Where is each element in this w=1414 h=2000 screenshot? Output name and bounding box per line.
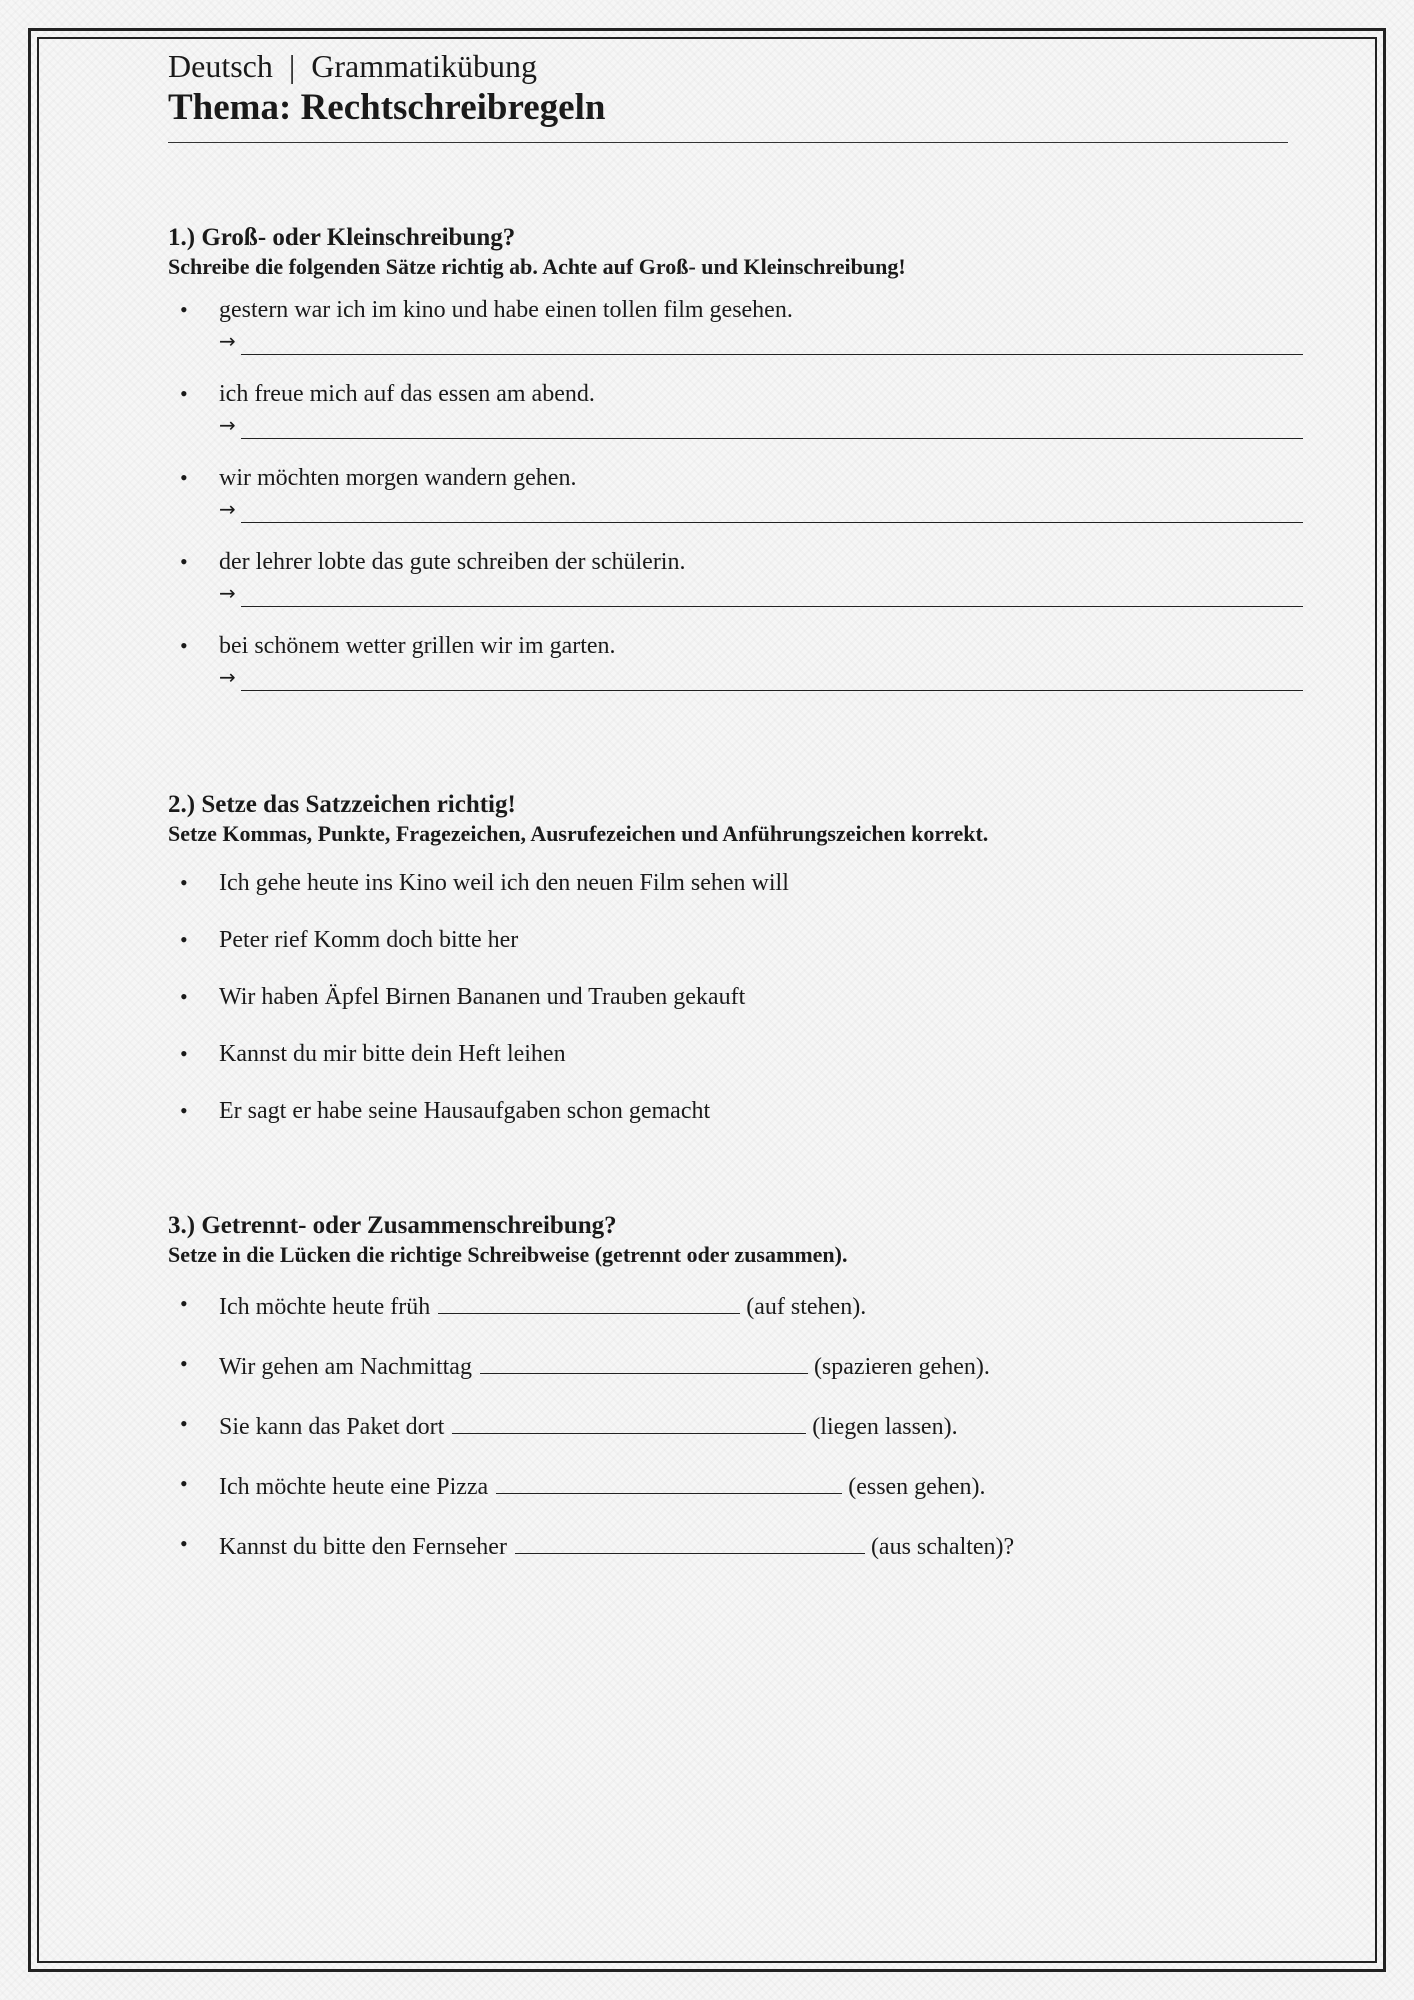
section-2-instruction: Setze Kommas, Punkte, Fragezeichen, Ausrufezeichen und Anführungszeichen korrekt.: [168, 821, 989, 846]
item-text: wir möchten morgen wandern gehen.: [219, 465, 577, 491]
item-text: Wir haben Äpfel Birnen Bananen und Trauben gekauft: [219, 984, 746, 1010]
arrow-right-icon: →: [219, 581, 236, 605]
worksheet: [168, 46, 1303, 1560]
list-item: [168, 1096, 1303, 1126]
bullet-icon: •: [180, 870, 188, 895]
bullet-icon: •: [180, 984, 188, 1009]
subject-line: Deutsch | Grammatikübung: [168, 48, 537, 84]
item-text: Kannst du bitte den Fernseher: [219, 1534, 507, 1560]
list-item: [168, 547, 1303, 607]
section-3-instruction: Setze in die Lücken die richtige Schreibweise (getrennt oder zusammen).: [168, 1242, 848, 1267]
list-item: [168, 1349, 1303, 1382]
section-1-title: 1.) Groß- oder Kleinschreibung?: [168, 224, 516, 251]
list-item: [168, 925, 1303, 955]
item-hint: (essen gehen).: [848, 1474, 986, 1500]
item-hint: (spazieren gehen).: [813, 1354, 990, 1380]
bullet-icon: •: [180, 633, 188, 658]
section-3: [168, 1211, 1303, 1562]
arrow-right-icon: →: [219, 665, 236, 689]
section-2-title: 2.) Setze das Satzzeichen richtig!: [168, 791, 516, 818]
section-1-instruction: Schreibe die folgenden Sätze richtig ab. Achte auf Groß- und Kleinschreibung!: [168, 254, 906, 279]
answer-line: [219, 661, 1303, 691]
item-hint: (liegen lassen).: [812, 1414, 958, 1440]
item-text: Sie kann das Paket dort: [219, 1414, 445, 1440]
answer-field[interactable]: [241, 412, 1303, 439]
list-item: [168, 1039, 1303, 1069]
item-text: Kannst du mir bitte dein Heft leihen: [219, 1041, 566, 1067]
list-item: [168, 1529, 1303, 1562]
bullet-icon: •: [180, 1291, 188, 1316]
bullet-icon: •: [180, 1471, 188, 1496]
bullet-icon: •: [180, 1531, 188, 1556]
item-text: der lehrer lobte das gute schreiben der schülerin.: [219, 549, 686, 575]
item-text: ich freue mich auf das essen am abend.: [219, 381, 595, 407]
list-item: [168, 1409, 1303, 1442]
list-item: [168, 1469, 1303, 1502]
section-1-list: [168, 295, 1303, 691]
gap-field[interactable]: [496, 1469, 842, 1494]
item-text: Ich möchte heute eine Pizza: [219, 1474, 489, 1500]
answer-field[interactable]: [241, 580, 1303, 607]
list-item: [168, 295, 1303, 355]
item-text: gestern war ich im kino und habe einen tollen film gesehen.: [219, 297, 793, 323]
item-text: Wir gehen am Nachmittag: [219, 1354, 472, 1380]
header-divider: [168, 142, 1288, 143]
section-2-list: [168, 868, 1303, 1126]
list-item: [168, 868, 1303, 898]
bullet-icon: •: [180, 927, 188, 952]
item-hint: (auf stehen).: [746, 1294, 867, 1320]
gap-field[interactable]: [480, 1349, 808, 1374]
arrow-right-icon: →: [219, 413, 236, 437]
gap-field[interactable]: [438, 1289, 740, 1314]
answer-line: [219, 577, 1303, 607]
answer-field[interactable]: [241, 328, 1303, 355]
bullet-icon: •: [180, 1098, 188, 1123]
bullet-icon: •: [180, 1041, 188, 1066]
item-hint: (aus schalten)?: [870, 1534, 1015, 1560]
item-text: bei schönem wetter grillen wir im garten.: [219, 633, 616, 659]
page-title: Thema: Rechtschreibregeln: [168, 87, 606, 128]
item-text: Peter rief Komm doch bitte her: [219, 927, 519, 953]
gap-field[interactable]: [515, 1529, 865, 1554]
list-item: [168, 463, 1303, 523]
bullet-icon: •: [180, 465, 188, 490]
answer-field[interactable]: [241, 664, 1303, 691]
bullet-icon: •: [180, 381, 188, 406]
section-2: [168, 790, 1303, 1126]
gap-field[interactable]: [452, 1409, 806, 1434]
list-item: [168, 982, 1303, 1012]
bullet-icon: •: [180, 1411, 188, 1436]
item-text: Ich möchte heute früh: [219, 1294, 431, 1320]
answer-line: [219, 493, 1303, 523]
item-text: Ich gehe heute ins Kino weil ich den neuen Film sehen will: [219, 870, 789, 896]
section-3-title: 3.) Getrennt- oder Zusammenschreibung?: [168, 1212, 617, 1239]
section-3-list: [168, 1289, 1303, 1562]
list-item: [168, 379, 1303, 439]
arrow-right-icon: →: [219, 329, 236, 353]
bullet-icon: •: [180, 1351, 188, 1376]
item-text: Er sagt er habe seine Hausaufgaben schon gemacht: [219, 1098, 711, 1124]
list-item: [168, 1289, 1303, 1322]
list-item: [168, 631, 1303, 691]
arrow-right-icon: →: [219, 497, 236, 521]
answer-line: [219, 325, 1303, 355]
answer-line: [219, 409, 1303, 439]
section-1: [168, 223, 1303, 691]
bullet-icon: •: [180, 297, 188, 322]
answer-field[interactable]: [241, 496, 1303, 523]
bullet-icon: •: [180, 549, 188, 574]
